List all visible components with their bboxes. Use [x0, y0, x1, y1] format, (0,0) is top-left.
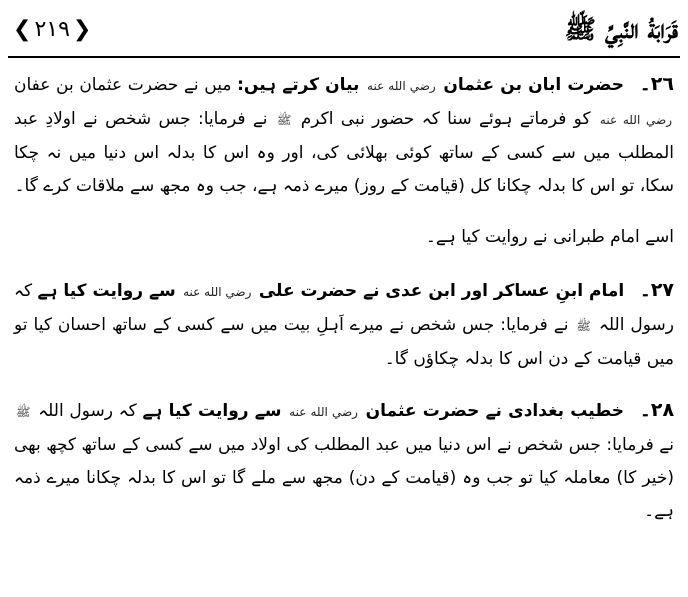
- hadith-narrator-end: سے روایت کیا ہے: [37, 281, 176, 301]
- honorific-mark: ﷺ: [276, 113, 292, 127]
- hadith-text: کہ رسول اللہ: [38, 401, 137, 421]
- honorific-mark: رضي الله عنه: [289, 405, 358, 419]
- hadith-narrator: حضرت ابان بن عثمان: [443, 75, 625, 95]
- hadith-text: کہ رسول اللہ: [14, 281, 674, 335]
- hadith-narrator: امام ابنِ عساکر اور ابن عدی نے حضرت علی: [258, 281, 625, 301]
- hadith-number: ٢٨۔: [639, 399, 675, 421]
- hadith-text: نے فرمایا: جس شخص نے اس دنیا میں عبد المطلب کی اولاد میں سے کسی کے ساتھ کچھ بھی (خیر کا) معاملہ کیا تو جب وہ (قیامت کے دن) مجھ سے ملے گا تو اس کا بدلہ چکانا میرے ذمہ ہے۔: [14, 435, 674, 521]
- hadith-reference: اسے امام طبرانی نے روایت کیا ہے۔: [425, 227, 674, 247]
- page-number-box: [10, 10, 94, 50]
- hadith-text: میں نے حضرت عثمان بن عفان: [14, 75, 232, 95]
- hadith-26: [14, 68, 674, 203]
- book-title: قَرَابَةُ النَّبِيِّ ﷺ: [564, 15, 678, 45]
- ornament-left-icon: ❮: [13, 17, 32, 42]
- honorific-mark: رضي الله عنه: [367, 79, 436, 93]
- hadith-narrator-end: بیان کرتے ہیں:: [237, 75, 360, 95]
- honorific-mark: رضي الله عنه: [183, 285, 252, 299]
- page-header: [10, 10, 678, 50]
- hadith-text: کو فرماتے ہوئے سنا کہ حضور نبی اکرم: [300, 109, 591, 129]
- hadith-27: [14, 274, 674, 376]
- honorific-mark: ﷺ: [16, 405, 31, 419]
- hadith-text: نے فرمایا: جس شخص نے اولادِ عبد المطلب میں سے کسی کے ساتھ کوئی بھلائی کی، اور وہ اس کا بدلہ اس دنیا میں نہ چکا سکا، تو اس کا بدلہ چکانا کل (قیامت کے روز) میرے ذمہ ہے، جب وہ مجھ سے ملاقات کرے گا۔: [14, 109, 674, 196]
- ornament-right-icon: ❯: [72, 17, 92, 42]
- hadith-28: [14, 394, 674, 528]
- hadith-number: ٢٦۔: [639, 73, 674, 95]
- page-body: [14, 68, 674, 546]
- hadith-narrator-end: سے روایت کیا ہے: [142, 401, 282, 421]
- hadith-narrator: خطیب بغدادی نے حضرت عثمان: [365, 401, 625, 421]
- page-number: ٢١٩: [34, 17, 70, 42]
- honorific-mark: ﷺ: [576, 319, 591, 333]
- header-divider: [8, 56, 680, 58]
- hadith-number: ٢٧۔: [639, 279, 675, 301]
- honorific-mark: رضي الله عنه: [599, 113, 673, 127]
- hadith-text: نے فرمایا: جس شخص نے میرے اَہلِ بیت میں سے کسی کے ساتھ احسان کیا تو میں قیامت کے دن اس کا بدلہ چکاؤں گا۔: [14, 315, 674, 369]
